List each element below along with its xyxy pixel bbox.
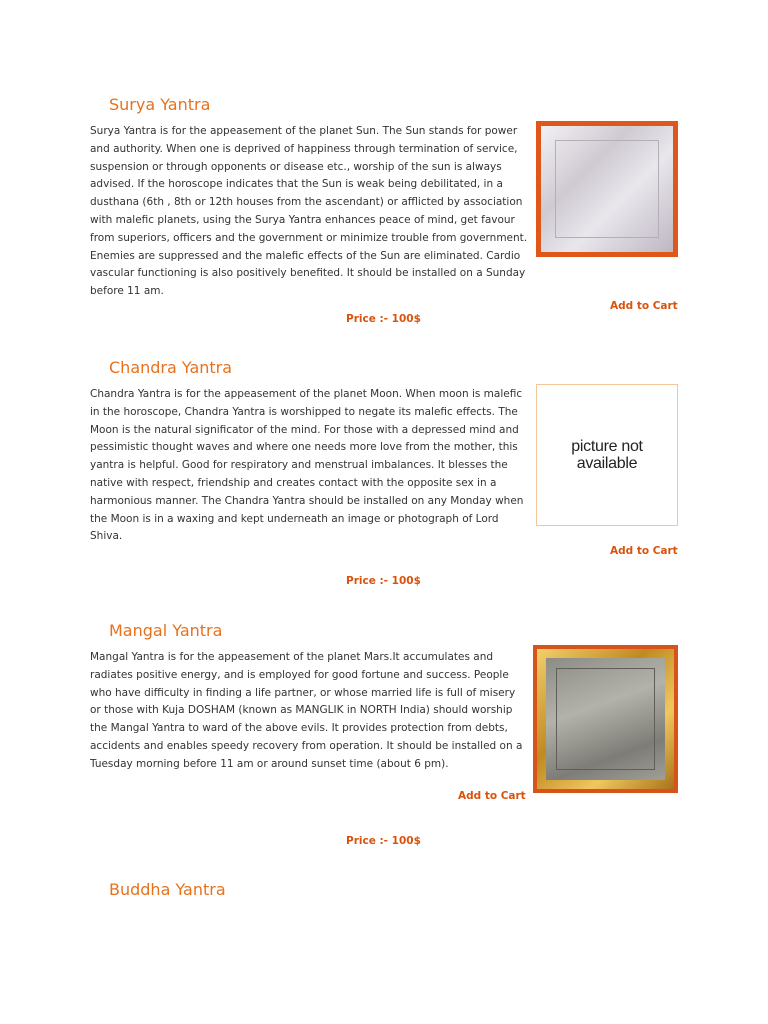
product-description-mangal: Mangal Yantra is for the appeasement of the planet Mars.It accumulates and radiates positive energy, and is employed for good fortune and success. People who have difficulty in finding a life partner, or whose married life is full of misery or those with Kuja DOSHAM (known as MANGLIK in NORTH India) should worship the Mangal Yantra to ward of the above evils. It provides protection from debts, accidents and enables speedy recovery from operation. It should be installed on a Tuesday morning before 11 am or around sunset time (about 6 pm). (90, 651, 523, 770)
product-title-buddha: Buddha Yantra (109, 880, 226, 899)
price-surya: Price :- 100$ (346, 313, 421, 325)
product-description-surya: Surya Yantra is for the appeasement of the planet Sun. The Sun stands for power and authority. When one is deprived of happiness through termination of service, suspension or through opponents or disease etc., worship of the sun is always advised. If the horoscope indicates that the Sun is weak being debilitated, in a dusthana (6th , 8th or 12th houses from the ascendant) or afflicted by association with malefic planets, using the Surya Yantra enhances peace of mind, get favour from superiors, officers and the government or minimize trouble from government. Enemies are suppressed and the malefic effects of the Sun are eliminated. Cardio vascular functioning is also positively benefited. It should be installed on a Sunday before 11 am. (90, 125, 528, 298)
price-mangal: Price :- 100$ (346, 835, 421, 847)
chandra-yantra-image-placeholder[interactable] (536, 384, 678, 526)
image-placeholder-text (571, 438, 642, 472)
product-title-mangal: Mangal Yantra (109, 621, 223, 640)
placeholder-line-1: picture not (571, 438, 643, 455)
add-to-cart-surya[interactable]: Add to Cart (610, 300, 678, 312)
product-title-surya: Surya Yantra (109, 95, 211, 114)
placeholder-line-2: available (576, 455, 638, 472)
product-description-chandra: Chandra Yantra is for the appeasement of the planet Moon. When moon is malefic in the horoscope, Chandra Yantra is worshipped to negate its malefic effects. The Moon is the natural significator of the mind. For those with a depressed mind and pessimistic thought waves and where one needs more love from the mother, this yantra is helpful. Good for respiratory and menstrual imbalances. It blesses the native with respect, friendship and creates contact with the opposite sex in a harmonious manner. The Chandra Yantra should be installed on any Monday when the Moon is in a waxing and kept underneath an image or photograph of Lord Shiva. (90, 388, 524, 543)
mangal-yantra-image[interactable] (533, 645, 678, 793)
add-to-cart-chandra[interactable]: Add to Cart (610, 545, 678, 557)
surya-yantra-image[interactable] (536, 121, 678, 257)
price-chandra: Price :- 100$ (346, 575, 421, 587)
product-title-chandra: Chandra Yantra (109, 358, 233, 377)
add-to-cart-mangal[interactable]: Add to Cart (458, 790, 526, 802)
